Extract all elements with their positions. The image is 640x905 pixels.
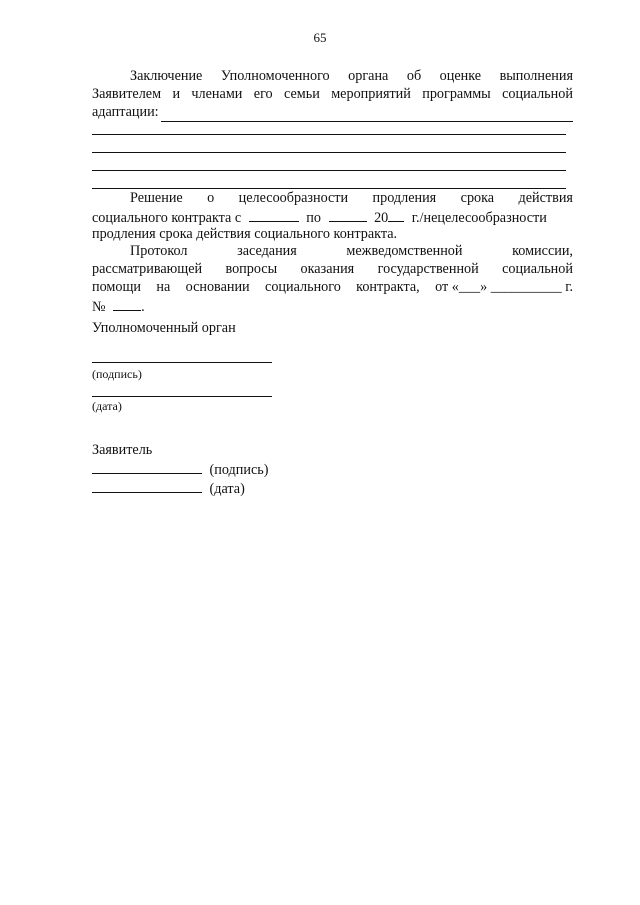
conclusion-fill-line[interactable]: адаптации: bbox=[92, 104, 573, 122]
conclusion-blank-line-2[interactable] bbox=[92, 152, 566, 153]
authority-date-label: (дата) bbox=[92, 399, 122, 413]
decision-year-blank[interactable] bbox=[388, 208, 404, 222]
applicant-signature-line[interactable] bbox=[92, 460, 202, 474]
protocol-line-2: рассматривающей вопросы оказания государственной социальной bbox=[92, 261, 573, 277]
conclusion-line-1: Заключение Уполномоченного органа об оценке выполнения bbox=[130, 68, 573, 84]
conclusion-blank-line-3[interactable] bbox=[92, 170, 566, 171]
conclusion-blank-line-4[interactable] bbox=[92, 188, 566, 189]
decision-date-from-blank[interactable] bbox=[249, 208, 299, 222]
decision-line-3: продления срока действия социального контракта. bbox=[92, 226, 398, 242]
conclusion-blank-line-1[interactable] bbox=[92, 134, 566, 135]
protocol-line-3: помощи на основании социального контракта, от «___» __________ г. bbox=[92, 279, 573, 295]
authority-title: Уполномоченный орган bbox=[92, 320, 236, 336]
protocol-line-4: № . bbox=[92, 299, 145, 315]
page-number: 65 bbox=[313, 30, 327, 45]
authority-signature-line[interactable] bbox=[92, 362, 272, 363]
decision-line-1: Решение о целесообразности продления срока действия bbox=[130, 190, 573, 206]
authority-signature-label: (подпись) bbox=[92, 367, 142, 381]
applicant-title: Заявитель bbox=[92, 442, 153, 458]
protocol-date[interactable]: от «___» __________ г. bbox=[435, 279, 573, 295]
applicant-date-row: (дата) bbox=[92, 479, 573, 497]
decision-line-2: социального контракта с по 20 г./нецелесообразности bbox=[92, 210, 547, 226]
authority-date-line[interactable] bbox=[92, 396, 272, 397]
decision-date-to-blank[interactable] bbox=[329, 208, 367, 222]
protocol-line-1: Протокол заседания межведомственной комиссии, bbox=[130, 243, 573, 259]
conclusion-line-2: Заявителем и членами его семьи мероприятий программы социальной bbox=[92, 86, 573, 102]
applicant-date-line[interactable] bbox=[92, 479, 202, 493]
protocol-number-blank[interactable] bbox=[113, 297, 141, 311]
conclusion-blank[interactable] bbox=[161, 108, 573, 122]
applicant-signature-row: (подпись) bbox=[92, 460, 573, 478]
